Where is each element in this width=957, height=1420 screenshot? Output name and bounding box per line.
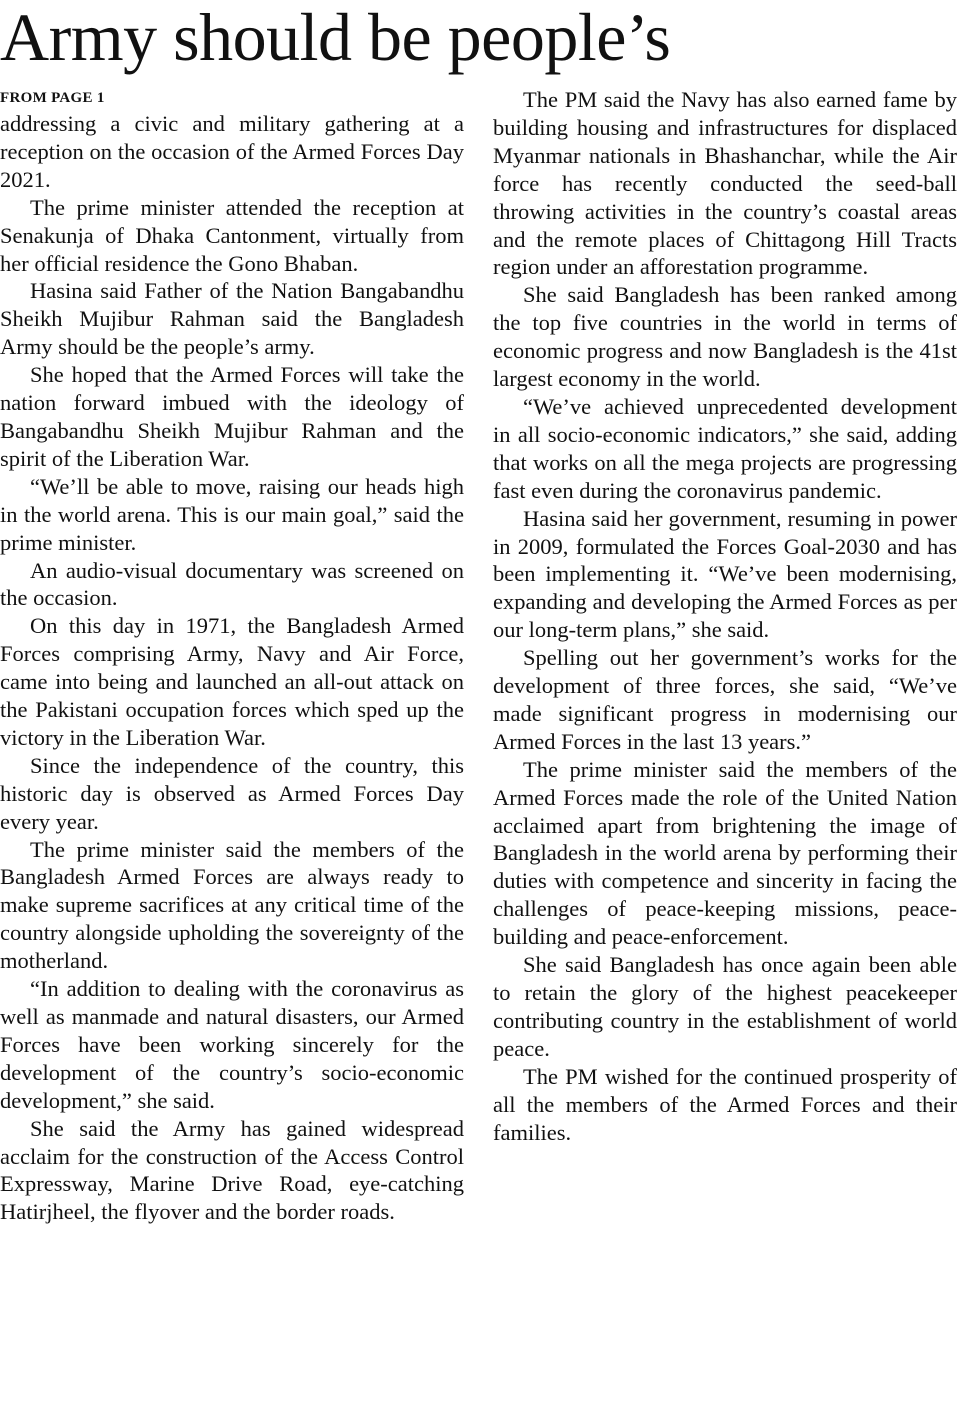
paragraph: The prime minister said the members of the Armed Forces made the role of the United Nation acclaimed apart from brightening the image of Bangladesh in the world arena by performing their duties with competence and sincerity in facing the challenges of peace-keeping missions, peace-building and peace-enforcement. bbox=[493, 756, 957, 950]
paragraph: “We’ll be able to move, raising our heads high in the world arena. This is our main goal,” said the prime minister. bbox=[0, 473, 464, 555]
article-column-left bbox=[0, 86, 464, 1226]
paragraph: On this day in 1971, the Bangladesh Armed Forces comprising Army, Navy and Air Force, came into being and launched an all-out attack on the Pakistani occupation forces which sped up the victory in the Liberation War. bbox=[0, 613, 464, 750]
paragraph: The PM wished for the continued prosperity of all the members of the Armed Forces and their families. bbox=[493, 1063, 957, 1145]
article-headline: Army should be people’s bbox=[0, 0, 671, 75]
continuation-label: FROM PAGE 1 bbox=[0, 90, 105, 106]
paragraph: Hasina said Father of the Nation Bangabandhu Sheikh Mujibur Rahman said the Bangladesh Army should be the people’s army. bbox=[0, 278, 464, 360]
paragraph: Hasina said her government, resuming in power in 2009, formulated the Forces Goal-2030 and has been implementing it. “We’ve been modernising, expanding and developing the Armed Forces as per our long-term plans,” she said. bbox=[493, 505, 957, 643]
paragraph: She hoped that the Armed Forces will take the nation forward imbued with the ideology of Bangabandhu Sheikh Mujibur Rahman and the spirit of the Liberation War. bbox=[0, 362, 464, 471]
paragraph: She said Bangladesh has once again been able to retain the glory of the highest peacekeeper contributing country in the establishment of world peace. bbox=[493, 952, 957, 1061]
paragraph: She said Bangladesh has been ranked among the top five countries in the world in terms of economic progress and now Bangladesh is the 41st largest economy in the world. bbox=[493, 282, 957, 392]
article-column-right bbox=[493, 86, 957, 1146]
paragraph: The prime minister said the members of the Bangladesh Armed Forces are always ready to make supreme sacrifices at any critical time of the country alongside upholding the sovereignty of the motherland. bbox=[0, 836, 464, 974]
paragraph: An audio-visual documentary was screened on the occasion. bbox=[0, 557, 464, 611]
paragraph: Since the independence of the country, this historic day is observed as Armed Forces Day every year. bbox=[0, 752, 464, 834]
paragraph: addressing a civic and military gathering at a reception on the occasion of the Armed Forces Day 2021. bbox=[0, 111, 464, 192]
paragraph: The prime minister attended the reception at Senakunja of Dhaka Cantonment, virtually from her official residence the Gono Bhaban. bbox=[0, 194, 464, 276]
paragraph: Spelling out her government’s works for the development of three forces, she said, “We’ve made significant progress in modernising our Armed Forces in the last 13 years.” bbox=[493, 645, 957, 754]
paragraph: “We’ve achieved unprecedented development in all socio-economic indicators,” she said, adding that works on all the mega projects are progressing fast even during the coronavirus pandemic. bbox=[493, 393, 957, 503]
paragraph: “In addition to dealing with the coronavirus as well as manmade and natural disasters, our Armed Forces have been working sincerely for the development of the country’s socio-economic development,” she said. bbox=[0, 976, 464, 1113]
paragraph: She said the Army has gained widespread acclaim for the construction of the Access Control Expressway, Marine Drive Road, eye-catching Hatirjheel, the flyover and the border roads. bbox=[0, 1115, 464, 1225]
paragraph: The PM said the Navy has also earned fame by building housing and infrastructures for displaced Myanmar nationals in Bhashanchar, while the Air force has recently conducted the seed-ball throwing activities in the country’s coastal areas and the remote places of Chittagong Hill Tracts region under an afforestation programme. bbox=[493, 87, 957, 280]
